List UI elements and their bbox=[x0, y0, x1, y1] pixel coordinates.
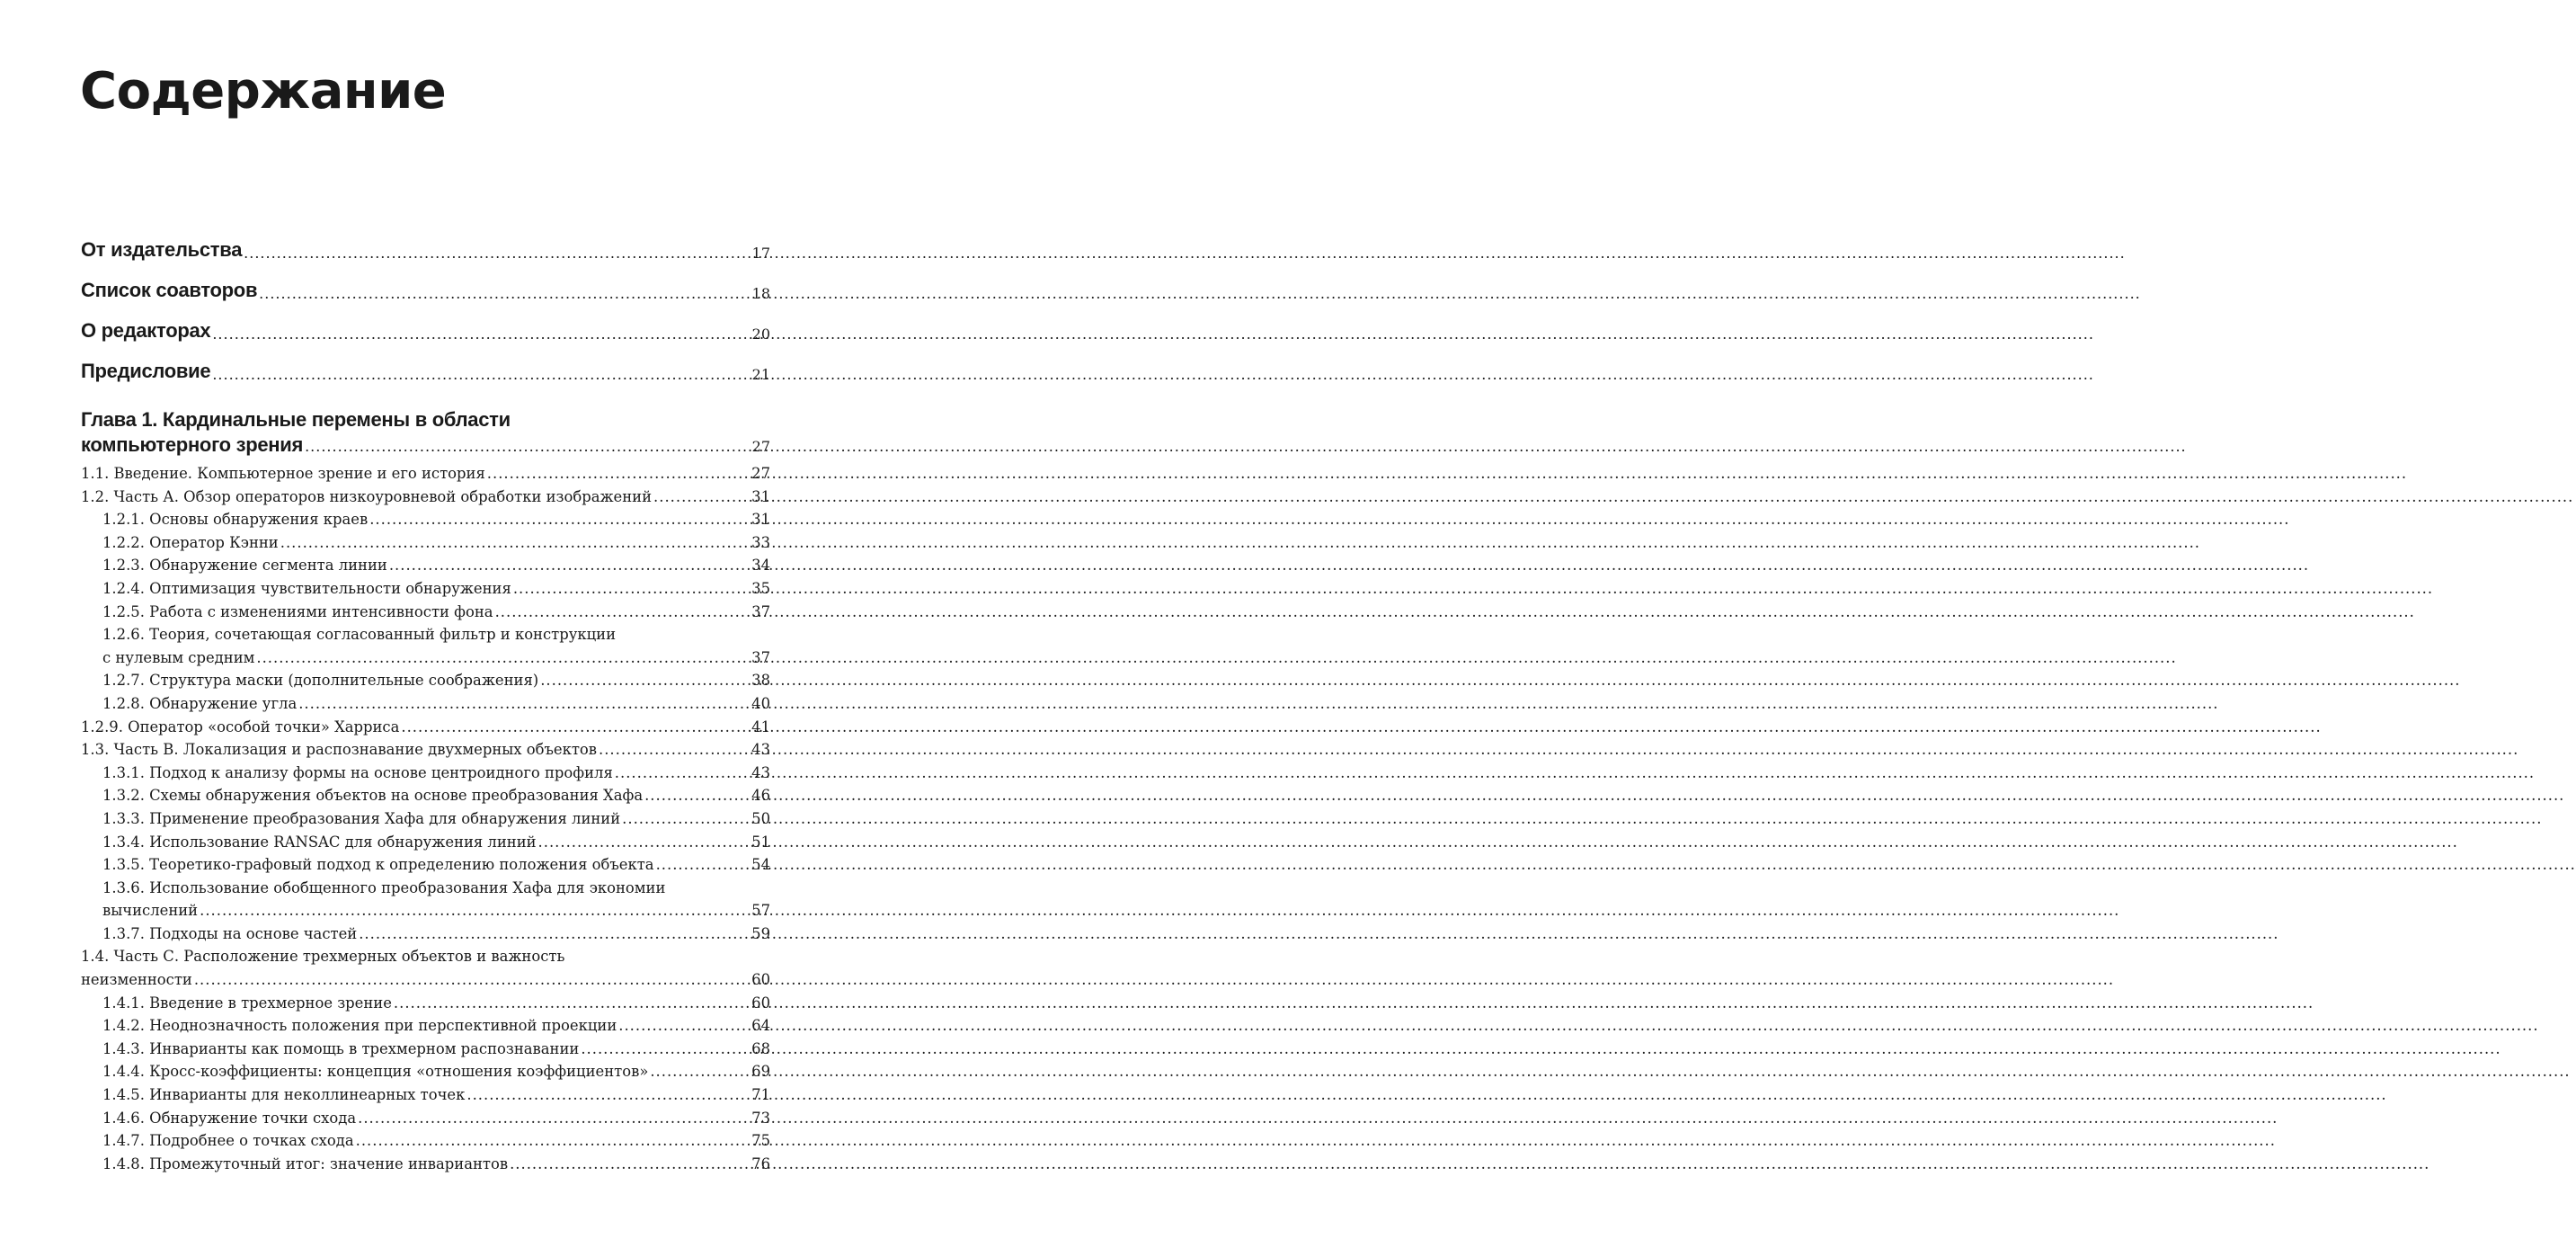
toc-entry bbox=[81, 1153, 770, 1176]
toc-entry-row bbox=[102, 577, 770, 601]
toc-entry bbox=[81, 508, 770, 531]
dot-leader bbox=[194, 968, 750, 992]
entry-title: неизменности bbox=[81, 971, 192, 989]
page-number: 60 bbox=[751, 994, 770, 1012]
toc-entry bbox=[81, 807, 770, 831]
toc-entry-row bbox=[102, 853, 770, 877]
entry-title: с нулевым средним bbox=[102, 648, 255, 666]
entry-title: 1.4. Часть С. Расположение трехмерных объектов и важность bbox=[81, 948, 565, 966]
page-number: 41 bbox=[751, 718, 770, 735]
entry-title: 1.3.4. Использование RANSAC для обнаружения линий bbox=[102, 833, 537, 851]
dot-leader bbox=[513, 577, 750, 601]
page-number: 43 bbox=[751, 763, 770, 781]
dot-leader bbox=[644, 784, 750, 807]
entry-title: 1.4.1. Введение в трехмерное зрение bbox=[102, 994, 392, 1012]
toc-entry bbox=[81, 554, 770, 577]
toc-entry bbox=[81, 669, 770, 692]
entry-title: 1.2.3. Обнаружение сегмента линии bbox=[102, 557, 387, 575]
toc-entry bbox=[81, 831, 770, 854]
entry-title: 1.4.4. Кросс-коэффициенты: концепция «отношения коэффициентов» bbox=[102, 1063, 649, 1081]
chapter-title-line2: компьютерного зрения bbox=[81, 433, 304, 456]
entry-title: 1.4.6. Обнаружение точки схода bbox=[102, 1109, 357, 1127]
toc-entry-row bbox=[102, 601, 770, 624]
toc-entry bbox=[81, 992, 770, 1015]
dot-leader bbox=[358, 1107, 750, 1130]
page-number: 40 bbox=[751, 694, 770, 712]
dot-leader bbox=[356, 1129, 751, 1153]
page-number: 76 bbox=[751, 1154, 770, 1172]
front-matter-item bbox=[81, 351, 770, 391]
toc-entry-row bbox=[102, 554, 770, 577]
page-number: 54 bbox=[751, 856, 770, 874]
dot-leader bbox=[487, 462, 750, 486]
toc-entry-row bbox=[102, 762, 770, 785]
entry-title: 1.4.7. Подробнее о точках схода bbox=[102, 1132, 354, 1150]
toc-entry-row bbox=[102, 1060, 770, 1083]
front-matter-item bbox=[81, 310, 770, 351]
dot-leader bbox=[305, 438, 751, 455]
toc-entry-row bbox=[102, 1038, 770, 1061]
toc-entry bbox=[81, 1107, 770, 1130]
dot-leader bbox=[653, 486, 750, 509]
page-number: 51 bbox=[751, 833, 770, 851]
toc-entry-row bbox=[102, 669, 770, 692]
toc-entry-row bbox=[102, 646, 770, 670]
toc-entry bbox=[81, 1060, 770, 1083]
toc-entry-row bbox=[102, 899, 770, 923]
entry-title: 1.2.6. Теория, сочетающая согласованный фильтр и конструкции bbox=[102, 626, 616, 644]
entry-title: Предисловие bbox=[81, 359, 211, 382]
toc-entry-row bbox=[102, 508, 770, 531]
entry-title: 1.2.2. Оператор Кэнни bbox=[102, 533, 279, 551]
dot-leader bbox=[540, 669, 750, 692]
dot-leader bbox=[359, 923, 750, 946]
entry-title: 1.3.3. Применение преобразования Хафа для обнаружения линий bbox=[102, 809, 621, 827]
toc-entry bbox=[81, 1014, 770, 1038]
entry-title: 1.4.2. Неоднозначность положения при перспективной проекции bbox=[102, 1017, 617, 1035]
dot-leader bbox=[656, 853, 751, 877]
entry-title: 1.3.1. Подход к анализу формы на основе центроидного профиля bbox=[102, 763, 613, 781]
toc-entry bbox=[81, 1129, 770, 1153]
page-number: 50 bbox=[751, 809, 770, 827]
page-number: 21 bbox=[751, 366, 770, 383]
entry-title: вычислений bbox=[102, 902, 199, 920]
dot-leader bbox=[259, 285, 750, 302]
toc-entry bbox=[81, 623, 770, 669]
dot-leader bbox=[466, 1083, 750, 1107]
toc-entry bbox=[81, 945, 770, 991]
page-number: 73 bbox=[751, 1109, 770, 1127]
page-number: 31 bbox=[751, 511, 770, 529]
page-number: 27 bbox=[751, 438, 770, 455]
page-number: 20 bbox=[751, 325, 770, 343]
toc-entry bbox=[81, 784, 770, 807]
toc-entry bbox=[81, 877, 770, 923]
toc-entry-row bbox=[102, 923, 770, 946]
page-number: 46 bbox=[751, 787, 770, 805]
entry-title: 1.3. Часть B. Локализация и распознавание двухмерных объектов bbox=[81, 741, 598, 759]
page-number: 37 bbox=[751, 602, 770, 620]
dot-leader bbox=[495, 601, 751, 624]
page-number: 57 bbox=[751, 902, 770, 920]
entry-title: 1.3.7. Подходы на основе частей bbox=[102, 924, 358, 942]
toc-entry-row bbox=[102, 1107, 770, 1130]
entry-title: 1.2.4. Оптимизация чувствительности обнаружения bbox=[102, 579, 511, 597]
toc-entry bbox=[81, 1038, 770, 1061]
entry-title: От издательства bbox=[81, 237, 243, 261]
toc-entry-row bbox=[102, 831, 770, 854]
dot-leader bbox=[401, 716, 750, 739]
entry-title: 1.4.5. Инварианты для неколлинеарных точек bbox=[102, 1086, 466, 1104]
toc-entry bbox=[81, 853, 770, 877]
dot-leader bbox=[599, 738, 750, 762]
entry-title: 1.2. Часть А. Обзор операторов низкоуровневой обработки изображений bbox=[81, 487, 653, 505]
toc-entry-row bbox=[81, 738, 770, 762]
page-number: 31 bbox=[751, 487, 770, 505]
entry-title: 1.4.3. Инварианты как помощь в трехмерном распознавании bbox=[102, 1039, 580, 1057]
toc-entry bbox=[81, 923, 770, 946]
front-matter-item bbox=[81, 270, 770, 310]
toc-entry-row bbox=[102, 807, 770, 831]
dot-leader bbox=[369, 508, 750, 531]
page-number: 64 bbox=[751, 1017, 770, 1035]
entry-title: 1.2.7. Структура маски (дополнительные соображения) bbox=[102, 672, 539, 690]
page-number: 27 bbox=[751, 465, 770, 482]
entry-title: 1.3.6. Использование обобщенного преобразования Хафа для экономии bbox=[102, 878, 666, 896]
entry-title: 1.3.2. Схемы обнаружения объектов на основе преобразования Хафа bbox=[102, 787, 644, 805]
toc-entry bbox=[81, 601, 770, 624]
page-number: 17 bbox=[751, 245, 770, 262]
toc-entry-row bbox=[81, 462, 770, 486]
toc-entry-row bbox=[102, 1153, 770, 1176]
toc-entry bbox=[81, 692, 770, 716]
dot-leader bbox=[298, 692, 750, 716]
dot-leader bbox=[200, 899, 750, 923]
toc-entry bbox=[81, 462, 770, 486]
chapter-title-line1: Глава 1. Кардинальные перемены в области bbox=[81, 408, 511, 431]
page-number: 68 bbox=[751, 1039, 770, 1057]
dot-leader bbox=[618, 1014, 750, 1038]
toc-entry bbox=[81, 1083, 770, 1107]
page-number: 71 bbox=[751, 1086, 770, 1104]
toc-entry bbox=[81, 762, 770, 785]
section-list bbox=[81, 462, 770, 1175]
page-number: 75 bbox=[751, 1132, 770, 1150]
dot-leader bbox=[581, 1038, 750, 1061]
entry-title: О редакторах bbox=[81, 318, 211, 342]
table-of-contents bbox=[81, 229, 770, 1175]
toc-entry-row bbox=[81, 486, 770, 509]
toc-entry bbox=[81, 531, 770, 555]
toc-entry bbox=[81, 738, 770, 762]
toc-entry-row bbox=[81, 968, 770, 992]
toc-entry bbox=[81, 577, 770, 601]
toc-entry bbox=[81, 716, 770, 739]
toc-entry-row bbox=[102, 784, 770, 807]
page-title: Содержание bbox=[80, 62, 447, 120]
dot-leader bbox=[244, 245, 750, 262]
entry-title: 1.4.8. Промежуточный итог: значение инвариантов bbox=[102, 1154, 509, 1172]
entry-title: 1.3.5. Теоретико-графовый подход к определению положения объекта bbox=[102, 856, 654, 874]
dot-leader bbox=[256, 646, 750, 670]
toc-entry-row bbox=[81, 716, 770, 739]
page-number: 33 bbox=[751, 533, 770, 551]
dot-leader bbox=[212, 366, 750, 383]
dot-leader bbox=[538, 831, 751, 854]
page-number: 43 bbox=[751, 741, 770, 759]
front-matter-item bbox=[81, 229, 770, 270]
entry-title: Список соавторов bbox=[81, 278, 258, 301]
page-number: 38 bbox=[751, 672, 770, 690]
page-number: 60 bbox=[751, 971, 770, 989]
dot-leader bbox=[394, 992, 750, 1015]
entry-title: 1.2.9. Оператор «особой точки» Харриса bbox=[81, 718, 400, 735]
toc-entry-row bbox=[102, 531, 770, 555]
dot-leader bbox=[622, 807, 750, 831]
chapter-title-row bbox=[81, 433, 770, 462]
toc-entry-row bbox=[102, 1129, 770, 1153]
toc-entry-row bbox=[102, 992, 770, 1015]
page-number: 69 bbox=[751, 1063, 770, 1081]
dot-leader bbox=[615, 762, 750, 785]
page-number: 35 bbox=[751, 579, 770, 597]
dot-leader bbox=[510, 1153, 750, 1176]
front-matter-list bbox=[81, 229, 770, 391]
page-number: 18 bbox=[751, 285, 770, 302]
entry-title: 1.2.1. Основы обнаружения краев bbox=[102, 511, 369, 529]
toc-entry-row bbox=[102, 1083, 770, 1107]
toc-entry bbox=[81, 486, 770, 509]
page-number: 59 bbox=[751, 924, 770, 942]
page-number: 37 bbox=[751, 648, 770, 666]
page-number: 34 bbox=[751, 557, 770, 575]
dot-leader bbox=[389, 554, 750, 577]
dot-leader bbox=[650, 1060, 750, 1083]
toc-entry-row bbox=[102, 692, 770, 716]
dot-leader bbox=[280, 531, 750, 555]
entry-title: 1.2.5. Работа с изменениями интенсивности фона bbox=[102, 602, 493, 620]
dot-leader bbox=[212, 325, 750, 343]
entry-title: 1.2.8. Обнаружение угла bbox=[102, 694, 298, 712]
toc-entry-row bbox=[102, 1014, 770, 1038]
entry-title: 1.1. Введение. Компьютерное зрение и его история bbox=[81, 465, 485, 482]
